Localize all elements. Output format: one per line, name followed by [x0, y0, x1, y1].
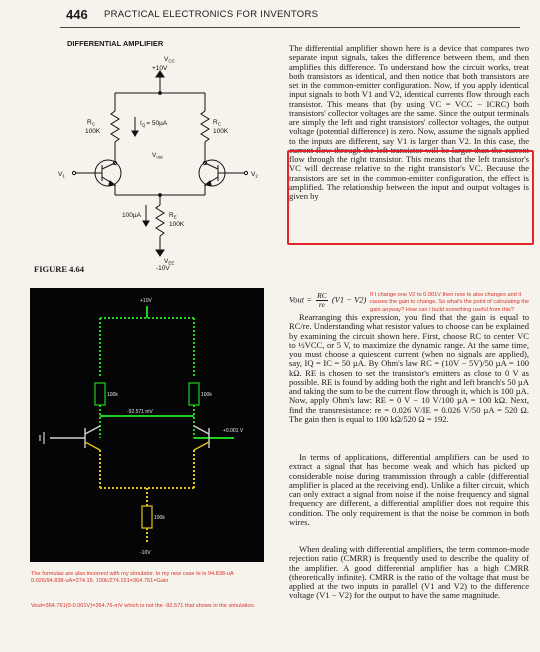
sim-r-bottom-label: 100k	[154, 515, 165, 521]
sim-supply-bottom-label: -10V	[140, 550, 151, 556]
sim-resistor-right	[189, 383, 199, 405]
sim-resistor-left	[95, 383, 105, 405]
simulator-screenshot	[30, 288, 264, 562]
re-resistor	[156, 205, 164, 236]
cmrr-text: When dealing with differential amplifiers, the term common-mode rejection ratio (CMRR) is frequently used to describe the quality of the amplifier. A good differential amplifier has a high CMRR (theoretically infinite). CMRR is the ratio of the voltage that must be applied at the two inputs in parallel (V1 and V2) to the difference voltage (V1 − V2) for the output to have the same magnitude.	[289, 544, 529, 601]
red-note-vout: Vout=364.761(0-0.001V)=364.76-mV which is not the -92.571 that shows in the simulation.	[31, 603, 256, 609]
differential-amplifier-schematic	[30, 45, 290, 270]
vcc-label: V	[164, 56, 169, 63]
re-label: R	[169, 212, 174, 219]
rc-right-resistor	[201, 111, 209, 142]
equation-denominator: re	[318, 300, 325, 309]
vee-value: -10V	[156, 265, 170, 270]
applications-paragraph	[289, 453, 529, 527]
red-note-question: If I change one V2 to 0.001V then now Ie also changes and it causes the gain to change. So what's the point of calculating the gain anyway? How can I build something useful from this?	[370, 292, 530, 313]
equation-lhs: Vout =	[289, 294, 312, 305]
rc-left-label: R	[87, 119, 92, 126]
page-number: 446	[66, 7, 88, 22]
svg-text:Vout: $V_{out}$	[152, 152, 163, 160]
sim-supply-label: +10V	[140, 298, 152, 304]
sim-r-right-label: 100k	[201, 392, 212, 398]
simulator-circuit	[30, 288, 264, 562]
highlight-box	[287, 150, 534, 245]
svg-text:RE: $R_E$	[169, 212, 177, 220]
equation-rhs: (V1 − V2)	[331, 294, 367, 305]
red-note-formula: The formulas are also incorrect with my simulator. In my new case Ie is 94.838-uA 0.026/94.838-uA=274.15. 100k/274.151=364.761=Gain	[31, 571, 234, 585]
sim-resistor-bottom	[142, 506, 152, 528]
sim-voltage-readout: -92.571 mV	[127, 409, 153, 415]
rc-right-value: 100K	[213, 128, 229, 135]
rc-left-value: 100K	[85, 128, 101, 135]
svg-text:V2: $V_2$	[251, 171, 258, 179]
applications-text: In terms of applications, differential amplifiers can be used to extract a signal that has become weak and which has picked up considerable noise during transmission through a cable (differential amplifier is placed at the receiving end). Unlike a filter circuit, which can only extract a signal from noise if the noise frequency and signal frequency are different, a differential amplifier does not require this condition. The only requirement is that the noise be common in both wires.	[289, 452, 529, 527]
running-title: PRACTICAL ELECTRONICS FOR INVENTORS	[104, 9, 319, 20]
cmrr-paragraph	[289, 545, 529, 601]
svg-text:VEE: $V_{EE}$	[164, 258, 175, 266]
section-title: DIFFERENTIAL AMPLIFIER	[67, 39, 164, 48]
svg-text:RC: $R_C$	[213, 119, 221, 127]
vout-label: V	[152, 152, 157, 159]
svg-text:IQ= 50µA: $I_Q= 50\mu A$	[140, 120, 168, 128]
sim-r-left-label: 100k	[107, 392, 118, 398]
vee-arrow	[156, 250, 164, 256]
svg-text:V1: $V_1$	[58, 171, 65, 179]
svg-text:RC: $R_C$	[87, 119, 95, 127]
intro-text: The differential amplifier shown here is a device that compares two separate input signals, takes the difference between them, and then amplifies this difference. To understand how the circuit works, treat both transistors as identical, and then notice that both transistors are set in the common-emitter configuration. Now, if you apply identical input signals to both V1 and V2, identical currents flow through each transistor. This means that (by using VC = VCC − ICRC) both transistors' collector voltages are the same. Since the output terminals are simply the left and right transistors' collector voltages, the output voltage (potential difference) is zero. Now, assume the signals applied to the inputs are different, say V1 is larger than V2. In this case, the current flow through the left transistor will be larger than the current flow through the right transistor. This means that the left transistor's VC will decrease relative to the right transistor's VC. Because the transistors are set in the common-emitter configuration, the effect is amplified. The relationship between the input and output voltages is given by	[289, 43, 529, 201]
sim-input-readout: +0.001 V	[223, 428, 244, 434]
page-header	[60, 7, 520, 28]
design-paragraph	[289, 313, 529, 424]
vee-label: V	[164, 258, 169, 265]
current-source-label: 100µA	[122, 212, 141, 219]
equation-numerator: RC	[317, 291, 327, 300]
gain-equation	[289, 292, 366, 309]
figure-caption: FIGURE 4.64	[34, 264, 85, 274]
rc-left-resistor	[111, 111, 119, 142]
rc-right-label: R	[213, 119, 218, 126]
svg-text:VCC: $V_{CC}$	[164, 56, 175, 64]
v2-label: V	[251, 171, 256, 178]
re-value: 100K	[169, 221, 185, 228]
v1-label: V	[58, 171, 63, 178]
vcc-value: +10V	[152, 65, 168, 72]
equation-fraction	[316, 292, 328, 309]
iq-label: I	[140, 120, 142, 127]
design-text: Rearranging this expression, you find that the gain is equal to RC/re. Understanding what resistor values to choose can be explained by examining the circuit shown here. First, choose RC to center VC to ½VCC, or 5 V, to maximize the dynamic range. At the same time, you must choose a quiescent current (when no signals are applied), say, IQ = IC = 50 µA. By Ohm's law RC = (10V − 5V)/50 µA = 100 kΩ. RE is chosen to set the transistor's emitters as close to 0 V as possible. RE is found by adding both the right and left branch's 50 µA and taking the sum to be the current flow through it, which is 100 µA. Now, apply Ohm's law: RE = 0 V − 10 V/100 µA = 100 kΩ. Next, find the transresistance: re = 0.026 V/IE = 0.026 V/50 µA = 520 Ω. The gain then is equal to 100 kΩ/520 Ω = 192.	[289, 312, 529, 424]
